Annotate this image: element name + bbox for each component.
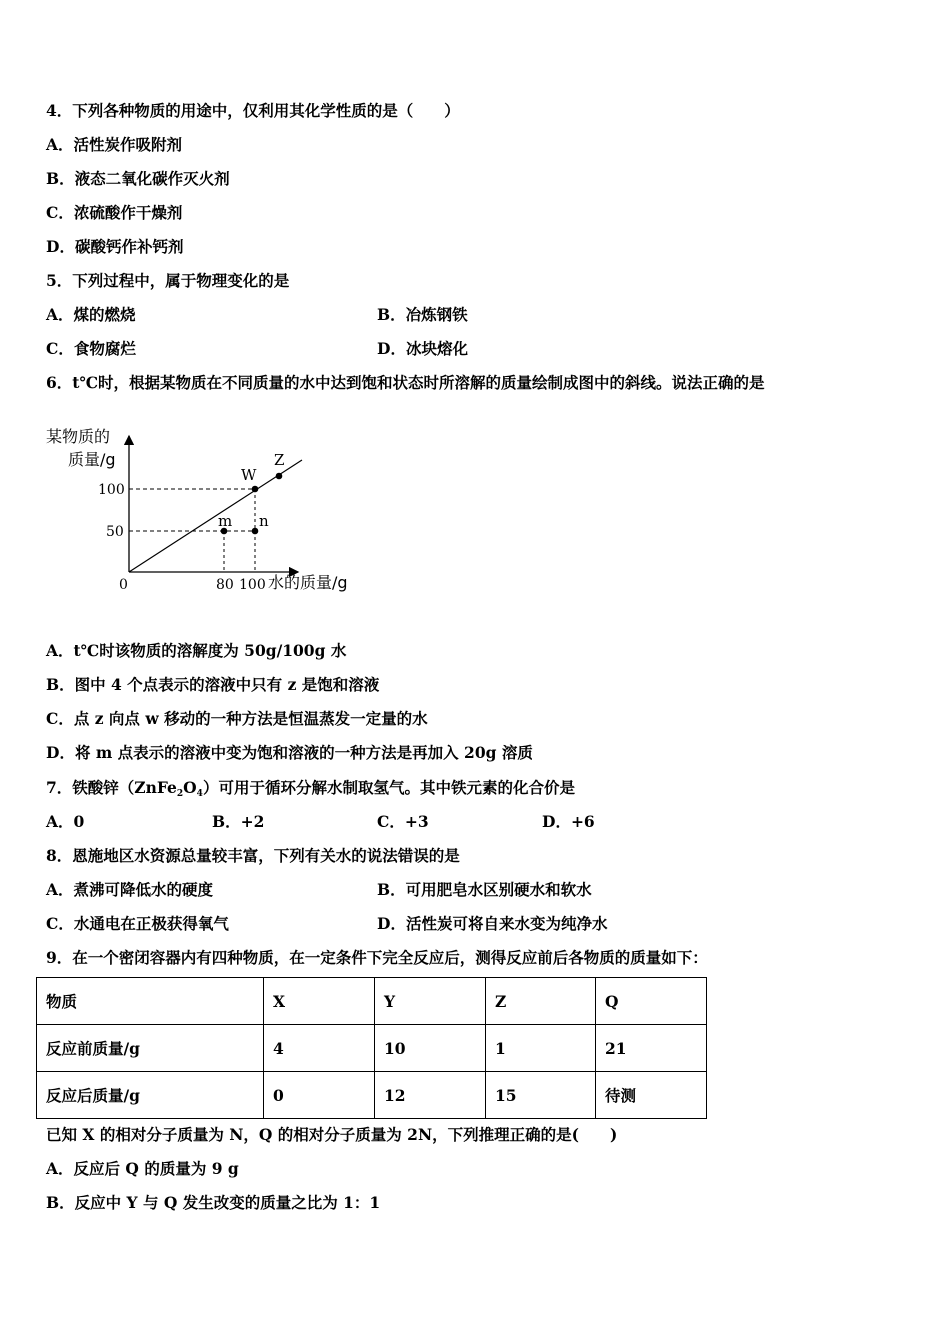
q9-option-b: B．反应中 Y 与 Q 发生改变的质量之比为 1：1 — [46, 1193, 381, 1212]
table-header-cell: 物质 — [37, 978, 264, 1025]
y-tick-50: 50 — [106, 524, 124, 540]
table-header-row — [37, 978, 707, 1025]
table-cell: 0 — [264, 1072, 375, 1119]
mass-table — [36, 977, 707, 1119]
table-header-cell: Z — [486, 978, 596, 1025]
q8-option-a: A．煮沸可降低水的硬度 — [46, 880, 214, 899]
table-cell: 10 — [375, 1025, 486, 1072]
q6-option-d: D．将 m 点表示的溶液中变为饱和溶液的一种方法是再加入 20g 溶质 — [46, 743, 533, 762]
table-cell: 15 — [486, 1072, 596, 1119]
table-row — [37, 1072, 707, 1119]
point-w-label: W — [241, 466, 257, 484]
table-cell: 待测 — [596, 1072, 707, 1119]
y-axis-label-line1: 某物质的 — [46, 427, 111, 446]
q6-option-a: A．t℃时该物质的溶解度为 50g/100g 水 — [46, 641, 347, 660]
point-n — [252, 528, 259, 535]
q7-stem: 7．铁酸锌$(ZnFe_2O_4)$可用于循环分解水制取氢气。其中铁元素的化合价是 — [46, 778, 575, 799]
table-cell: 1 — [486, 1025, 596, 1072]
x-tick-100: 100 — [239, 577, 266, 593]
q8-option-d: D．活性炭可将自来水变为纯净水 — [377, 914, 608, 933]
q4-option-b: B．液态二氧化碳作灭火剂 — [46, 169, 230, 188]
table-cell: 12 — [375, 1072, 486, 1119]
table-header-cell: Q — [596, 978, 707, 1025]
q5-option-d: D．冰块熔化 — [377, 339, 468, 358]
q8-stem: 8．恩施地区水资源总量较丰富，下列有关水的说法错误的是 — [46, 846, 460, 865]
q4-option-d: D．碳酸钙作补钙剂 — [46, 237, 184, 256]
q6-stem: 6．t℃时，根据某物质在不同质量的水中达到饱和状态时所溶解的质量绘制成图中的斜线。说法正确的是 — [46, 373, 765, 392]
q7-option-d: D．+6 — [542, 812, 595, 831]
q5-stem: 5．下列过程中，属于物理变化的是 — [46, 271, 290, 290]
table-header-cell: X — [264, 978, 375, 1025]
q7-option-c: C．+3 — [377, 812, 429, 831]
q4-stem: 4．下列各种物质的用途中，仅利用其化学性质的是（ ） — [46, 101, 460, 120]
q6-option-b: B．图中 4 个点表示的溶液中只有 z 是饱和溶液 — [46, 675, 380, 694]
x-tick-80: 80 — [216, 577, 234, 593]
q5-option-a: A．煤的燃烧 — [46, 305, 136, 324]
q7-option-b: B．+2 — [212, 812, 265, 831]
point-z — [276, 473, 283, 480]
q7-option-a: A．0 — [46, 812, 85, 831]
y-tick-100: 100 — [98, 482, 125, 498]
q4-option-c: C．浓硫酸作干燥剂 — [46, 203, 183, 222]
solubility-graph — [40, 422, 370, 597]
q9-option-a: A．反应后 Q 的质量为 9 g — [46, 1159, 239, 1178]
y-axis-label-line2: 质量/g — [68, 450, 116, 469]
q4-option-a: A．活性炭作吸附剂 — [46, 135, 183, 154]
x-axis-label: 水的质量/g — [268, 573, 348, 592]
q6-option-c: C．点 z 向点 w 移动的一种方法是恒温蒸发一定量的水 — [46, 709, 428, 728]
q9-stem: 9．在一个密闭容器内有四种物质，在一定条件下完全反应后，测得反应前后各物质的质量如下： — [46, 948, 708, 967]
table-header-cell: Y — [375, 978, 486, 1025]
table-row — [37, 1025, 707, 1072]
point-z-label: Z — [274, 451, 285, 469]
point-m-label: m — [218, 512, 233, 530]
q9-note: 已知 X 的相对分子质量为 N，Q 的相对分子质量为 2N，下列推理正确的是( ) — [46, 1125, 618, 1144]
q5-option-b: B．冶炼钢铁 — [377, 305, 468, 324]
point-n-label: n — [259, 512, 269, 530]
q8-option-b: B．可用肥皂水区别硬水和软水 — [377, 880, 592, 899]
origin-label: 0 — [119, 577, 128, 593]
table-cell: 4 — [264, 1025, 375, 1072]
table-cell: 反应后质量/g — [37, 1072, 264, 1119]
q8-option-c: C．水通电在正极获得氧气 — [46, 914, 229, 933]
table-cell: 21 — [596, 1025, 707, 1072]
table-cell: 反应前质量/g — [37, 1025, 264, 1072]
point-w — [252, 486, 259, 493]
q5-option-c: C．食物腐烂 — [46, 339, 136, 358]
